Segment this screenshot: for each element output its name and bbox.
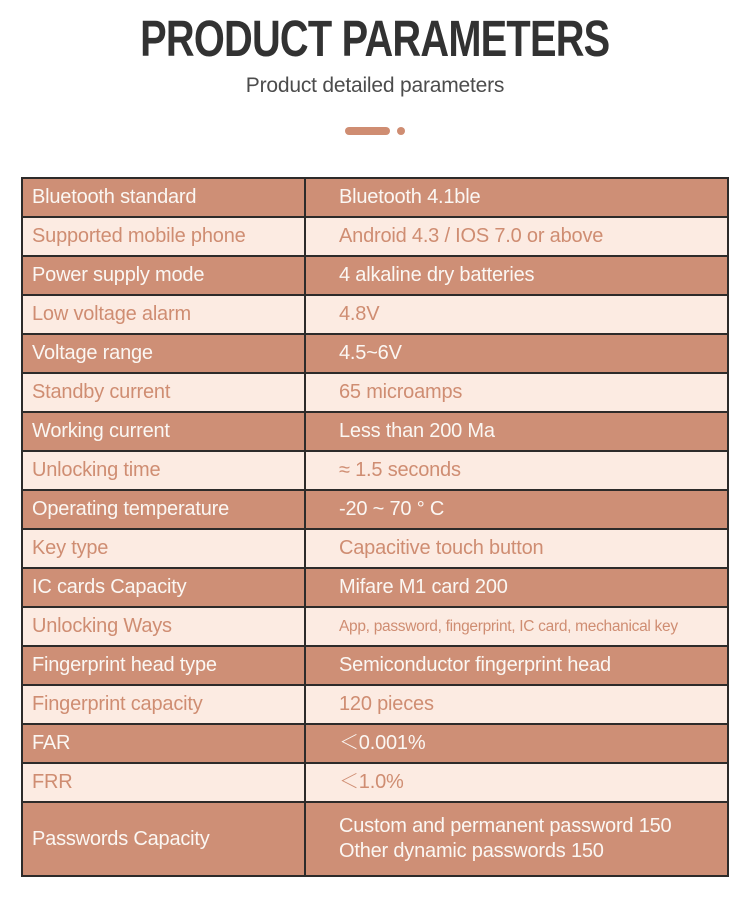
parameter-name-cell: Unlocking Ways	[23, 608, 306, 645]
parameter-value-cell: 4.5~6V	[339, 342, 402, 364]
table-row	[23, 725, 727, 764]
parameter-name-cell: Working current	[23, 413, 306, 450]
parameter-name-cell: FRR	[23, 764, 306, 801]
parameter-name-cell: Voltage range	[23, 335, 306, 372]
parameter-value-cell: ＜0.001%	[339, 732, 426, 754]
parameters-table	[21, 177, 729, 877]
parameter-name-cell: Supported mobile phone	[23, 218, 306, 255]
table-row	[23, 257, 727, 296]
parameter-value-cell: ＜1.0%	[339, 771, 404, 793]
parameter-value-cell: 120 pieces	[339, 693, 434, 715]
table-row	[23, 179, 727, 218]
table-row	[23, 491, 727, 530]
table-row	[23, 452, 727, 491]
page-title-text: PRODUCT PARAMETERS	[140, 10, 610, 67]
parameter-value-cell: Capacitive touch button	[339, 537, 544, 559]
parameter-value-cell: Android 4.3 / IOS 7.0 or above	[339, 225, 604, 247]
parameter-name-cell: Operating temperature	[23, 491, 306, 528]
divider-pill-icon	[345, 127, 390, 135]
parameter-name-cell: Standby current	[23, 374, 306, 411]
parameter-name-cell: Unlocking time	[23, 452, 306, 489]
parameter-value-cell: 65 microamps	[339, 381, 463, 403]
table-row	[23, 296, 727, 335]
parameter-value-cell: Custom and permanent password 150 Other dynamic passwords 150	[339, 815, 672, 862]
parameter-value-cell: ≈ 1.5 seconds	[339, 459, 461, 481]
parameter-name-cell: Fingerprint capacity	[23, 686, 306, 723]
table-row	[23, 374, 727, 413]
table-row	[23, 335, 727, 374]
parameter-value-cell: Less than 200 Ma	[339, 420, 495, 442]
parameter-name-cell: Low voltage alarm	[23, 296, 306, 333]
page-title	[0, 0, 750, 68]
section-divider	[0, 127, 750, 135]
table-row	[23, 764, 727, 803]
parameter-name-cell: FAR	[23, 725, 306, 762]
parameter-value-cell: Bluetooth 4.1ble	[339, 186, 481, 208]
parameter-value-cell: -20 ~ 70 ° C	[339, 498, 445, 520]
parameter-value-cell: 4 alkaline dry batteries	[339, 264, 535, 286]
table-row	[23, 647, 727, 686]
table-row	[23, 608, 727, 647]
parameter-name-cell: Key type	[23, 530, 306, 567]
page-subtitle: Product detailed parameters	[245, 74, 505, 97]
table-row	[23, 569, 727, 608]
parameter-value-cell: 4.8V	[339, 303, 380, 325]
parameter-value-cell: Semiconductor fingerprint head	[339, 654, 611, 676]
table-row	[23, 686, 727, 725]
parameter-value-cell: Mifare M1 card 200	[339, 576, 508, 598]
parameter-value-cell: App, password, fingerprint, IC card, mechanical key	[339, 617, 678, 635]
table-row	[23, 413, 727, 452]
parameter-name-cell: Fingerprint head type	[23, 647, 306, 684]
parameter-name-cell: Power supply mode	[23, 257, 306, 294]
table-row	[23, 530, 727, 569]
table-row	[23, 218, 727, 257]
table-row	[23, 803, 727, 875]
parameter-name-cell: IC cards Capacity	[23, 569, 306, 606]
parameter-name-cell: Passwords Capacity	[23, 803, 306, 875]
divider-dot-icon	[397, 127, 405, 135]
header	[0, 0, 750, 135]
parameter-name-cell: Bluetooth standard	[23, 179, 306, 216]
